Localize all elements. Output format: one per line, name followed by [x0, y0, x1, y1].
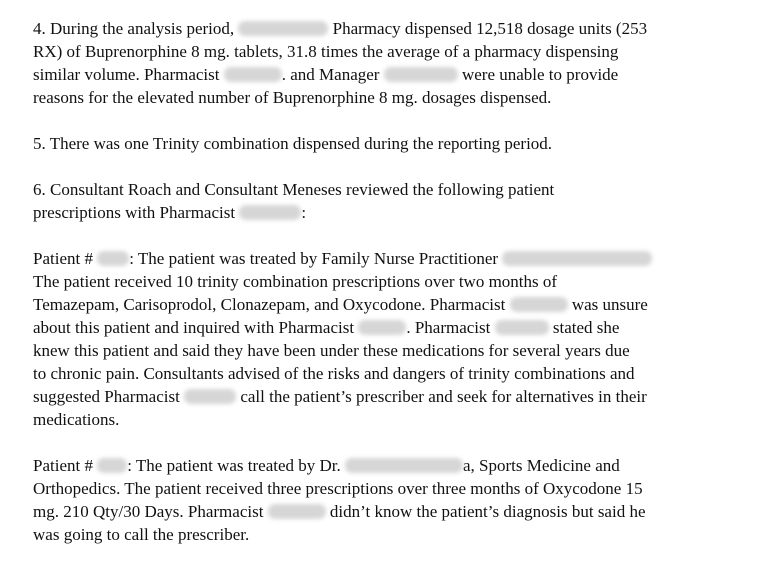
text-segment: Patient # — [33, 456, 93, 475]
redacted-name — [495, 320, 549, 335]
text-segment: suggested Pharmacist — [33, 387, 180, 406]
text-line: Orthopedics. The patient received three prescriptions over three months of Oxycodone 15 — [33, 479, 643, 498]
redacted-name — [224, 67, 282, 82]
patient-1-paragraph — [33, 247, 745, 431]
redacted-patient-id — [97, 458, 127, 473]
text-segment: Pharmacy dispensed 12,518 dosage units (253 — [332, 19, 648, 38]
text-line: 6. Consultant Roach and Consultant Meneses reviewed the following patient — [33, 180, 555, 199]
redacted-name — [345, 458, 463, 473]
paragraph-6 — [33, 178, 745, 224]
text-segment: 4. During the analysis period, — [33, 19, 235, 38]
text-segment: : The patient was treated by Dr. — [127, 456, 341, 475]
text-line — [33, 201, 745, 224]
redacted-name — [238, 21, 328, 36]
text-line: RX) of Buprenorphine 8 mg. tablets, 31.8 times the average of a pharmacy dispensing — [33, 42, 619, 61]
text-segment: . Pharmacist — [406, 318, 491, 337]
redacted-name — [510, 297, 568, 312]
text-segment: similar volume. Pharmacist — [33, 65, 220, 84]
text-line — [33, 385, 745, 408]
text-line — [33, 17, 745, 40]
text-segment: Patient # — [33, 249, 93, 268]
text-line: knew this patient and said they have been under these medications for several years due — [33, 341, 630, 360]
text-segment: . and Manager — [281, 65, 380, 84]
text-line — [33, 454, 745, 477]
redacted-name — [502, 251, 652, 266]
text-segment: : — [301, 203, 307, 222]
text-line: to chronic pain. Consultants advised of the risks and dangers of trinity combinations and — [33, 364, 635, 383]
text-line — [33, 247, 745, 270]
redacted-name — [184, 389, 236, 404]
redacted-name — [268, 504, 326, 519]
text-segment: a, Sports Medicine and — [463, 456, 620, 475]
text-line — [33, 500, 745, 523]
text-line — [33, 63, 745, 86]
redacted-patient-id — [97, 251, 129, 266]
redacted-name — [239, 205, 301, 220]
text-segment: prescriptions with Pharmacist — [33, 203, 236, 222]
text-segment: mg. 210 Qty/30 Days. Pharmacist — [33, 502, 264, 521]
text-segment: stated she — [552, 318, 620, 337]
text-line — [33, 316, 745, 339]
text-segment: Temazepam, Carisoprodol, Clonazepam, and Oxycodone. Pharmacist — [33, 295, 506, 314]
text-segment: was unsure — [571, 295, 648, 314]
text-segment: didn’t know the patient’s diagnosis but said he — [329, 502, 646, 521]
patient-2-paragraph — [33, 454, 745, 546]
text-line — [33, 293, 745, 316]
text-segment: were unable to provide — [461, 65, 619, 84]
text-line: was going to call the prescriber. — [33, 525, 250, 544]
redacted-name — [384, 67, 458, 82]
text-segment: : The patient was treated by Family Nurse Practitioner — [129, 249, 499, 268]
text-segment: about this patient and inquired with Pharmacist — [33, 318, 355, 337]
document-page — [33, 17, 745, 569]
text-line: 5. There was one Trinity combination dispensed during the reporting period. — [33, 134, 553, 153]
text-line: The patient received 10 trinity combination prescriptions over two months of — [33, 272, 558, 291]
text-line: medications. — [33, 410, 120, 429]
text-segment: call the patient’s prescriber and seek for alternatives in their — [240, 387, 647, 406]
redacted-name — [358, 320, 406, 335]
paragraph-5 — [33, 132, 745, 155]
paragraph-4 — [33, 17, 745, 109]
text-line: reasons for the elevated number of Buprenorphine 8 mg. dosages dispensed. — [33, 88, 552, 107]
